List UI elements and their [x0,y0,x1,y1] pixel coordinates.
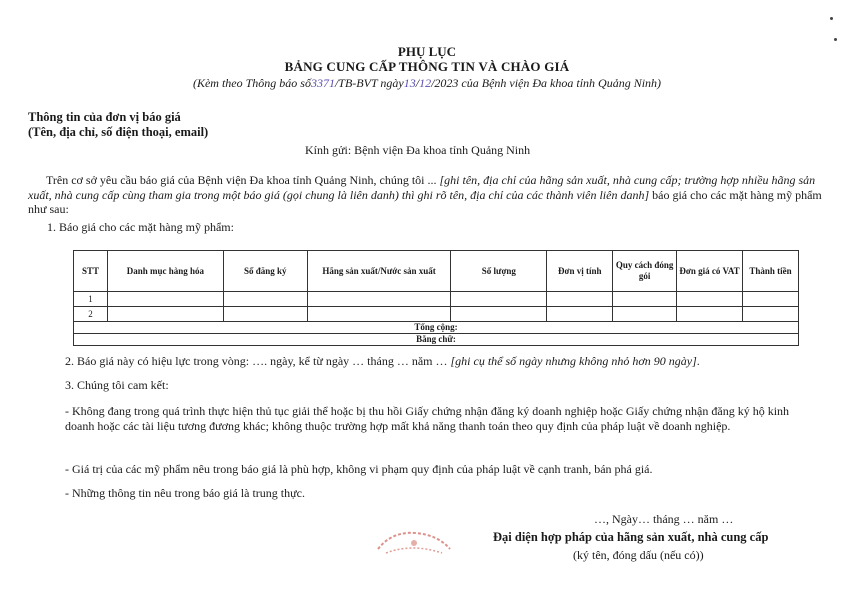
scan-dot [830,17,833,20]
document-title: PHỤ LỤC [397,44,457,59]
row-cell [743,292,799,307]
row-cell [107,307,223,322]
reference-prefix: (Kèm theo Thông báo số [192,76,311,90]
row-cell [307,307,451,322]
total-row [74,322,799,334]
row-cell [547,307,613,322]
row-cell [547,292,613,307]
commitment-2: - Giá trị của các mỹ phẩm nêu trong báo giá là phù hợp, không vi phạm quy định của pháp luật về cạnh tranh, bán phá giá. [65,462,653,476]
reference-day: 13 [403,76,416,90]
row-cell [307,292,451,307]
intro-start: Trên cơ sở yêu cầu báo giá của Bệnh viện Đa khoa tỉnh Quảng Ninh, chúng tôi ... [46,173,440,187]
words-row [74,334,799,346]
reference-sep: / [415,76,420,90]
commitment-3: - Những thông tin nêu trong báo giá là trung thực. [65,486,305,500]
signature-date: …, Ngày… tháng … năm … [594,512,734,526]
intro-end: báo giá cho các mặt hàng mỹ phẩm như sau: [28,187,822,216]
header-reg-number: Số đăng ký [223,251,307,292]
header-unit: Đơn vị tính [547,251,613,292]
header-amount: Thành tiền [743,251,799,292]
row-cell [613,292,677,307]
row-cell [223,307,307,322]
row-cell [451,292,547,307]
intro-paragraph [28,173,824,217]
section-2-end: . [696,354,700,368]
header-quantity: Số lượng [451,251,547,292]
reference-line [0,76,854,91]
intro-italic: [ghi tên, địa chỉ của hãng sản xuất, nhà cung cấp; trường hợp nhiều hãng sản xuất, nhà cung cấp cùng tham gia trong một báo giá (gọi chung là liên danh) thì ghi rõ tên, địa chỉ của các thành viên liên danh] [28,173,816,202]
unit-info-title: Thông tin của đơn vị báo giá [28,110,181,124]
section-2-text: 2. Báo giá này có hiệu lực trong vòng: …. ngày, kể từ ngày … tháng … năm … [65,354,451,368]
quotation-table [73,250,799,346]
reference-month: 12 [419,76,432,90]
table-row [74,307,799,322]
signature-title: Đại diện hợp pháp của hãng sản xuất, nhà cung cấp [493,530,769,544]
header-packaging: Quy cách đóng gói [613,251,677,292]
reference-mid: /TB-BVT ngày [334,76,404,90]
table-header-row [74,251,799,292]
greeting: Kính gửi: Bệnh viện Đa khoa tỉnh Quảng Ninh [305,143,531,157]
section-3-title: 3. Chúng tôi cam kết: [65,378,169,392]
row-cell [451,307,547,322]
row-stt: 1 [74,292,108,307]
document-subtitle: BẢNG CUNG CẤP THÔNG TIN VÀ CHÀO GIÁ [284,59,570,74]
header-unit-price: Đơn giá có VAT [677,251,743,292]
section-2 [65,354,700,369]
section-1-title: 1. Báo giá cho các mặt hàng mỹ phẩm: [47,220,234,234]
header-goods: Danh mục hàng hóa [107,251,223,292]
row-cell [677,292,743,307]
row-cell [613,307,677,322]
reference-number: 3371 [310,76,335,90]
scan-dot [834,38,837,41]
row-stt: 2 [74,307,108,322]
row-cell [743,307,799,322]
reference-suffix: /2023 của Bệnh viện Đa khoa tỉnh Quảng Ninh) [431,76,662,90]
table-row [74,292,799,307]
total-label: Tổng cộng: [74,322,799,334]
faded-stamp-icon [372,525,458,559]
row-cell [223,292,307,307]
unit-info-subtitle: (Tên, địa chỉ, số điện thoại, email) [28,125,209,139]
section-2-italic: [ghi cụ thể số ngày nhưng không nhỏ hơn 90 ngày] [450,354,697,368]
row-cell [107,292,223,307]
signature-note: (ký tên, đóng dấu (nếu có)) [573,548,704,562]
header-manufacturer: Hãng sản xuất/Nước sản xuất [307,251,451,292]
row-cell [677,307,743,322]
commitment-1: - Không đang trong quá trình thực hiện thủ tục giải thể hoặc bị thu hồi Giấy chứng nhận đăng ký doanh nghiệp hoặc Giấy chứng nhận đăng ký hộ kinh doanh hoặc các tài liệu tương đương khác; không thuộc trường hợp mất khả năng thanh toán theo quy định của pháp luật về doanh nghiệp. [65,404,790,433]
words-label: Bằng chữ: [74,334,799,346]
header-stt: STT [74,251,108,292]
